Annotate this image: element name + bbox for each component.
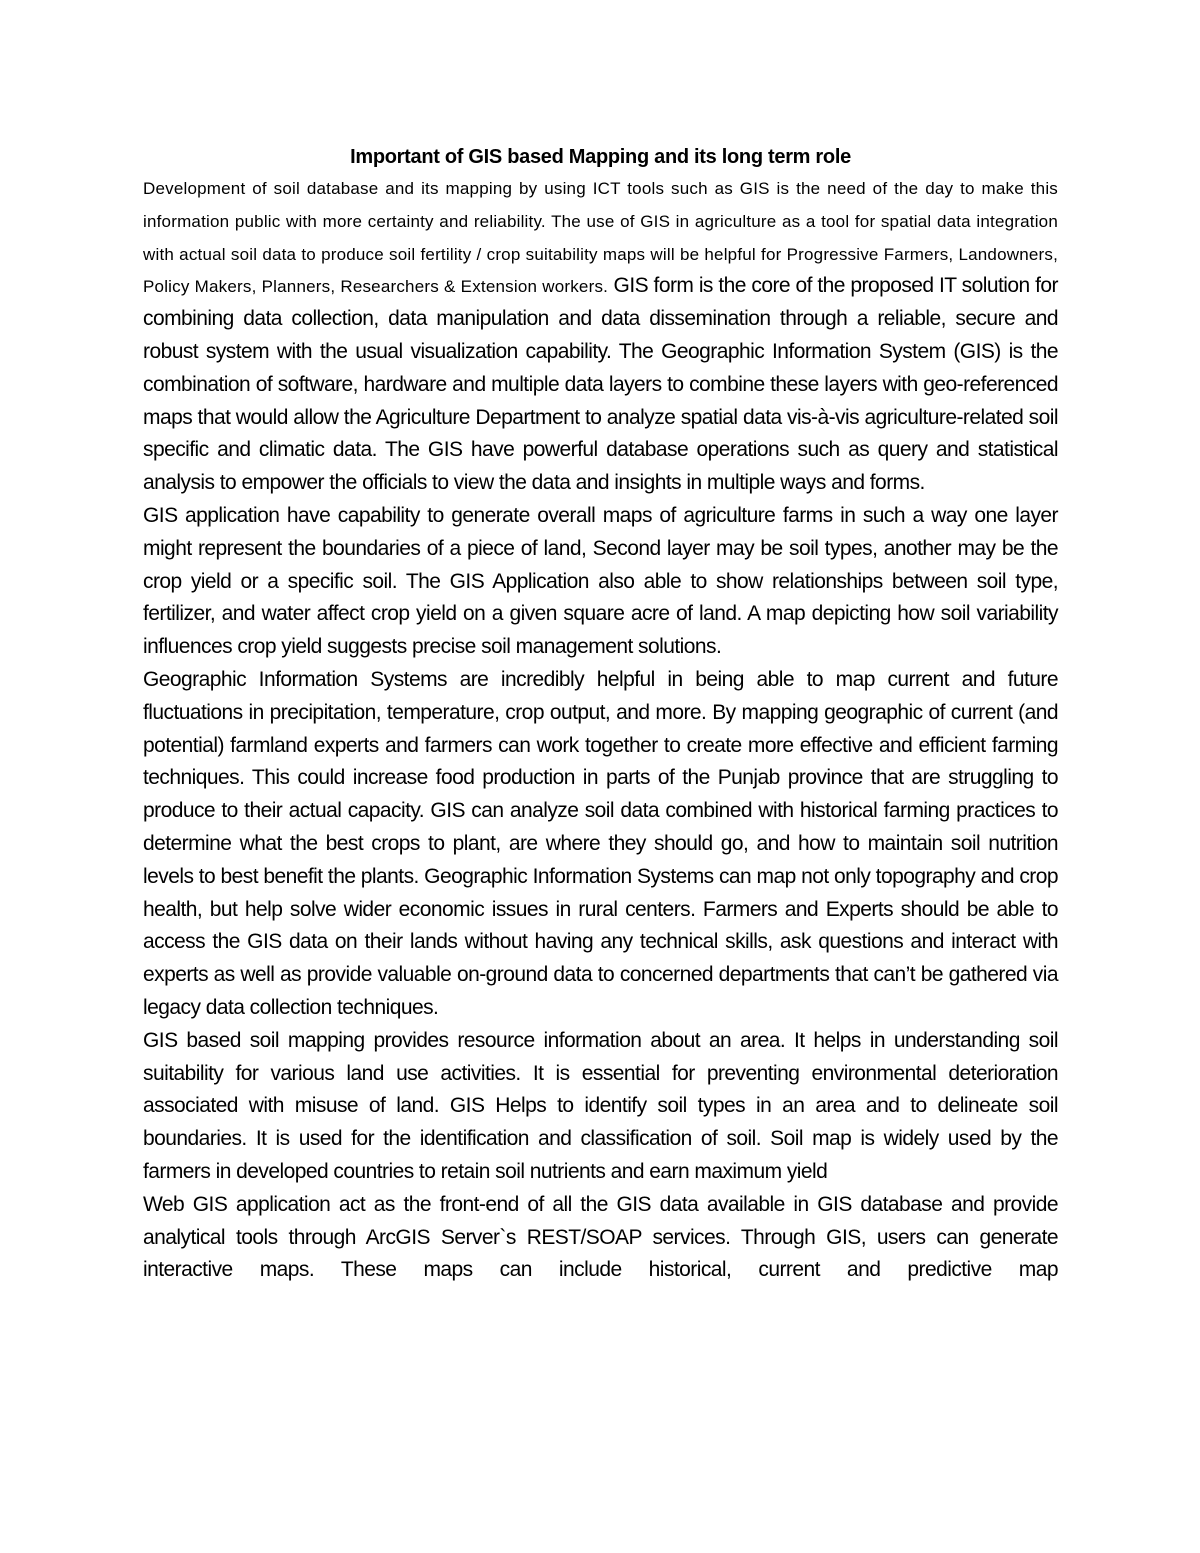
paragraph-intro-small-text: Development of soil database and its mapping by using ICT tools such as GIS is the need of the day to make this information public with more certainty and reliability. The use of GIS in agriculture as a tool for spatial data integration with actual soil data to produce soil fertility / crop suitability maps will be helpful for Progressive Farmers, Landowners, Policy Makers, Planners, Researchers & Extension workers.: [143, 179, 1058, 297]
paragraph-web-gis-application: Web GIS application act as the front-end of all the GIS data available in GIS database and provide analytical tools through ArcGIS Server`s REST/SOAP services. Through GIS, users can generate interactive maps. These maps can include historical, current and predictive map: [143, 1192, 1058, 1282]
paragraph-gis-importance: [143, 172, 1058, 500]
paragraph-gis-soil-mapping: GIS based soil mapping provides resource information about an area. It helps in understanding soil suitability for various land use activities. It is essential for preventing environmental deterioration associated with misuse of land. GIS Helps to identify soil types in an area and to delineate soil boundaries. It is used for the identification and classification of soil. Soil map is widely used by the farmers in developed countries to retain soil nutrients and earn maximum yield: [143, 1028, 1058, 1183]
paragraph-geographic-information-systems: Geographic Information Systems are incredibly helpful in being able to map current and future fluctuations in precipitation, temperature, crop output, and more. By mapping geographic of current (and potential) farmland experts and farmers can work together to create more effective and efficient farming techniques. This could increase food production in parts of the Punjab province that are struggling to produce to their actual capacity. GIS can analyze soil data combined with historical farming practices to determine what the best crops to plant, are where they should go, and how to maintain soil nutrition levels to best benefit the plants. Geographic Information Systems can map not only topography and crop health, but help solve wider economic issues in rural centers. Farmers and Experts should be able to access the GIS data on their lands without having any technical skills, ask questions and interact with experts as well as provide valuable on-ground data to concerned departments that can’t be gathered via legacy data collection techniques.: [143, 667, 1058, 1019]
document-title: Important of GIS based Mapping and its long term role: [350, 146, 851, 168]
paragraph-gis-application-layers: GIS application have capability to generate overall maps of agriculture farms in such a way one layer might represent the boundaries of a piece of land, Second layer may be soil types, another may be the crop yield or a specific soil. The GIS Application also able to show relationships between soil type, fertilizer, and water affect crop yield on a given square acre of land. A map depicting how soil variability influences crop yield suggests precise soil management solutions.: [143, 503, 1058, 659]
document-body: [143, 143, 1058, 1287]
paragraph-intro-large-text: GIS form is the core of the proposed IT solution for combining data collection, data manipulation and data dissemination through a reliable, secure and robust system with the usual visualization capability. The Geographic Information System (GIS) is the combination of software, hardware and multiple data layers to combine these layers with geo-referenced maps that would allow the Agriculture Department to analyze spatial data vis-à-vis agriculture-related soil specific and climatic data. The GIS have powerful database operations such as query and statistical analysis to empower the officials to view the data and insights in multiple ways and forms.: [143, 274, 1058, 495]
